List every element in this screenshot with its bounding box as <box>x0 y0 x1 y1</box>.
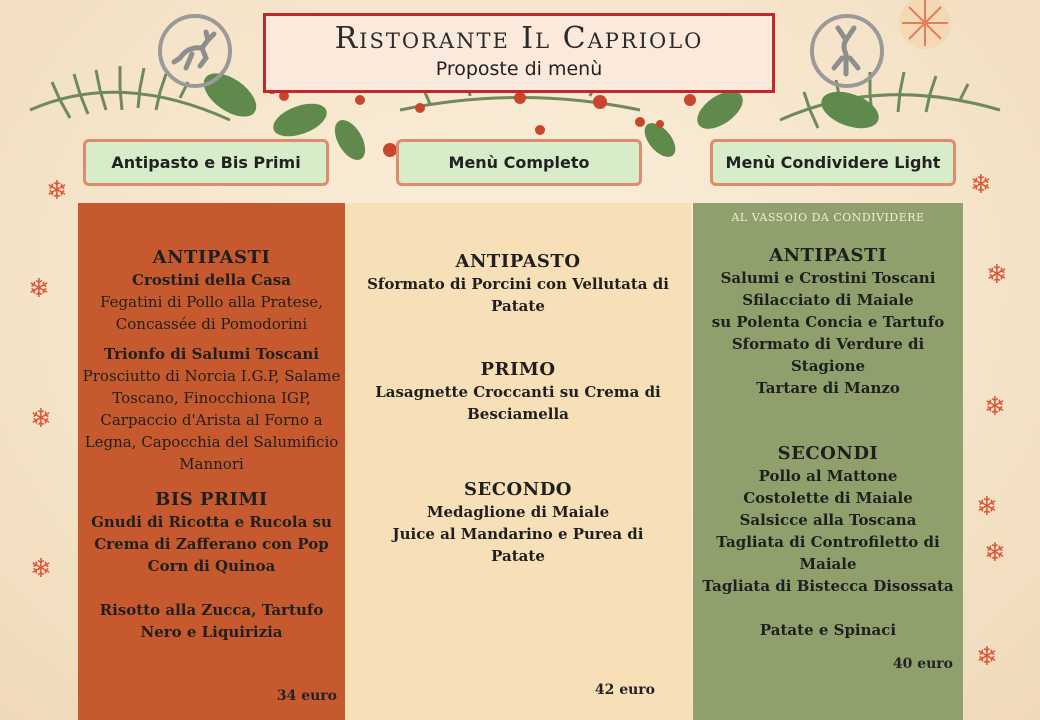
menu-item-name: Patate e Spinaci <box>759 621 897 639</box>
snowflake-icon: ❄ <box>976 642 998 672</box>
menu-item-desc: Prosciutto di Norcia I.G.P, Salame <box>82 367 341 385</box>
deer-icon <box>158 14 232 88</box>
menu-item-name: Besciamella <box>467 405 569 423</box>
menu-item-name: Tagliata di Bistecca Disossata <box>702 577 954 595</box>
section-title-antipasti: ANTIPASTI <box>769 245 887 266</box>
snowflake-icon: ❄ <box>46 176 68 206</box>
restaurant-title: Ristorante Il Capriolo <box>334 21 704 56</box>
section-title-primo: PRIMO <box>480 359 556 380</box>
snowflake-icon: ❄ <box>30 404 52 434</box>
menu-item-name: Tagliata di Controfiletto di <box>716 533 940 551</box>
menu-item-name: Crema di Zafferano con Pop <box>94 535 329 553</box>
snowflake-icon: ❄ <box>970 170 992 200</box>
menu-column-condividere-light <box>693 203 963 720</box>
menu-item-name: Sfilacciato di Maiale <box>742 291 914 309</box>
snowflake-icon: ❄ <box>28 274 50 304</box>
menu-item-desc: Carpaccio d'Arista al Forno a <box>100 411 323 429</box>
menu-item-name: Patate <box>491 297 545 315</box>
snowflake-icon: ❄ <box>986 260 1008 290</box>
menu-item-name: Medaglione di Maiale <box>426 503 610 521</box>
menu-item-desc: Fegatini di Pollo alla Pratese, <box>100 293 323 311</box>
menu-item-desc: Toscano, Finocchiona IGP, <box>112 389 311 407</box>
deer-icon <box>810 14 884 88</box>
menu-item-name: Sformato di Porcini con Vellutata di <box>367 275 669 293</box>
deer-silhouette <box>162 18 228 84</box>
snowflake-icon: ❄ <box>984 538 1006 568</box>
menu-item-name: Gnudi di Ricotta e Rucola su <box>91 513 332 531</box>
section-title-antipasti: ANTIPASTI <box>152 247 271 268</box>
tray-note: AL VASSOIO DA CONDIVIDERE <box>731 211 925 224</box>
snowflake-icon <box>899 0 951 49</box>
section-title-secondo: SECONDO <box>464 479 572 500</box>
snowflake-icon: ❄ <box>984 392 1006 422</box>
menu-item-desc: Concassée di Pomodorini <box>115 315 308 333</box>
menu-item-name: Patate <box>491 547 545 565</box>
menu-item-desc: Mannori <box>179 455 244 473</box>
menu-item-name: Crostini della Casa <box>132 271 291 289</box>
menu-item-name: Tartare di Manzo <box>756 379 900 397</box>
deer-silhouette <box>814 18 880 84</box>
menu-item-name: Nero e Liquirizia <box>140 623 283 641</box>
menu-column-antipasto-bis-primi <box>78 203 345 720</box>
tab-menu-condividere-light[interactable]: Menù Condividere Light <box>710 139 956 186</box>
tab-menu-completo[interactable]: Menù Completo <box>396 139 642 186</box>
snowflake-icon: ❄ <box>976 492 998 522</box>
title-card <box>263 13 775 93</box>
price-label: 34 euro <box>276 688 337 704</box>
menu-item-name: Costolette di Maiale <box>743 489 913 507</box>
menu-item-name: Sformato di Verdure di Stagione <box>731 335 925 375</box>
section-title-bis-primi: BIS PRIMI <box>155 489 268 510</box>
snowflake-icon: ❄ <box>30 554 52 584</box>
price-label: 42 euro <box>594 682 655 698</box>
menu-item-desc: Legna, Capocchia del Salumificio <box>84 433 339 451</box>
menu-item-name: Salsicce alla Toscana <box>739 511 917 529</box>
menu-item-name: Lasagnette Croccanti su Crema di <box>375 383 661 401</box>
section-title-antipasto: ANTIPASTO <box>455 251 581 272</box>
price-label: 40 euro <box>892 656 953 672</box>
menu-item-name: Pollo al Mattone <box>758 467 898 485</box>
menu-item-name: Maiale <box>799 555 857 573</box>
menu-column-completo <box>345 203 691 720</box>
menu-item-name: su Polenta Concia e Tartufo <box>711 313 945 331</box>
menu-item-name: Salumi e Crostini Toscani <box>720 269 936 287</box>
menu-item-name: Risotto alla Zucca, Tartufo <box>99 601 324 619</box>
section-title-secondi: SECONDI <box>777 443 879 464</box>
menu-item-name: Trionfo di Salumi Toscani <box>104 345 319 363</box>
tab-antipasto-bis-primi[interactable]: Antipasto e Bis Primi <box>83 139 329 186</box>
menu-item-name: Corn di Quinoa <box>147 557 276 575</box>
menu-item-name: Juice al Mandarino e Purea di <box>392 525 644 543</box>
menu-subtitle: Proposte di menù <box>435 58 603 80</box>
